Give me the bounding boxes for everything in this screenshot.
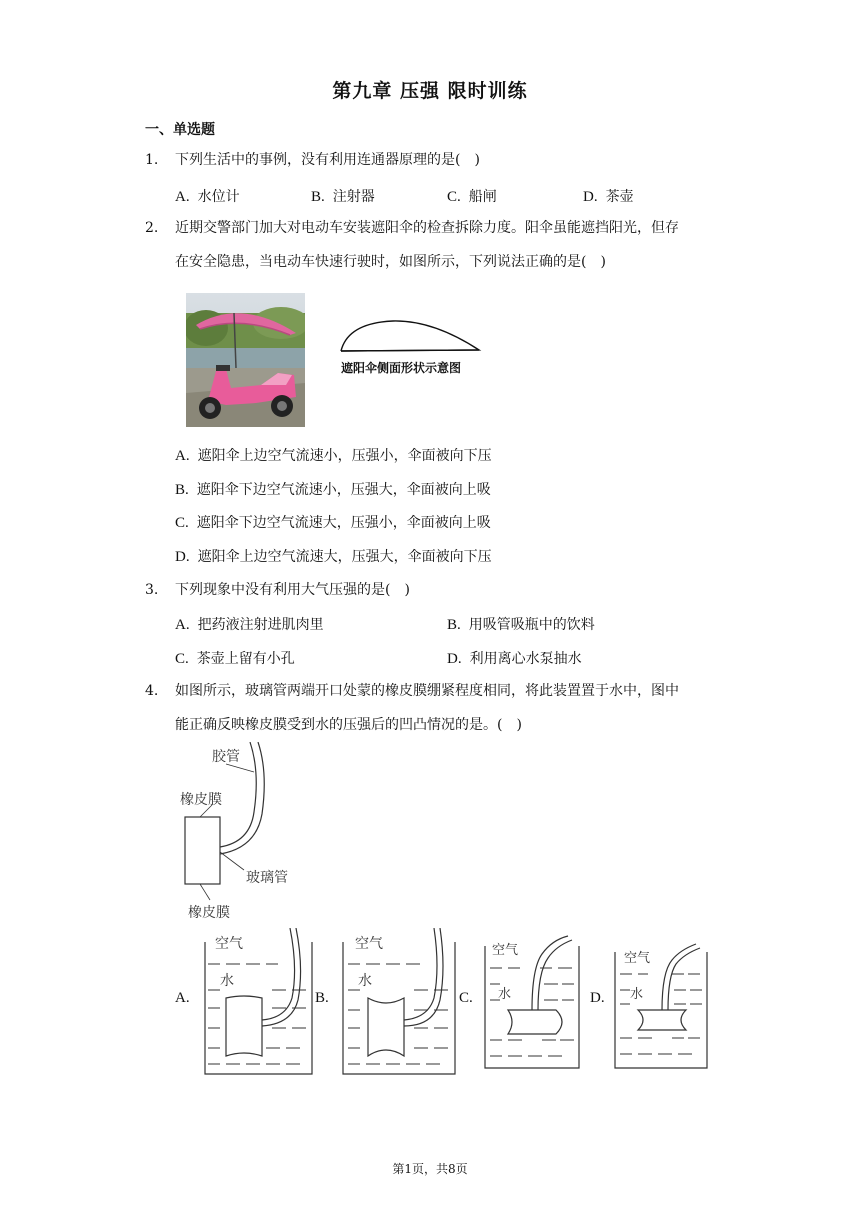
air-label: 空气 [492, 943, 519, 958]
question-4-text-line-1: 如图所示，玻璃管两端开口处蒙的橡皮膜绷紧程度相同，将此装置置于水中，图中 [175, 683, 679, 699]
option-key: D. [590, 990, 605, 1006]
option-key: B. [447, 617, 461, 633]
question-1-text: 下列生活中的事例，没有利用连通器原理的是( ) [175, 152, 480, 168]
question-3-text: 下列现象中没有利用大气压强的是( ) [175, 582, 410, 598]
option-key: A. [175, 448, 190, 464]
question-1-option-c[interactable] [447, 186, 497, 206]
option-key: C. [447, 189, 461, 205]
question-2-text-line-2: 在安全隐患，当电动车快速行驶时，如图所示，下列说法正确的是( ) [175, 254, 606, 270]
option-text: 把药液注射进肌肉里 [197, 617, 324, 633]
option-key: B. [315, 990, 329, 1006]
question-3-option-d[interactable] [447, 648, 582, 668]
question-3-option-b[interactable] [447, 614, 595, 634]
umbrella-side-shape-diagram [338, 317, 484, 357]
page-title: 第九章 压强 限时训练 [332, 80, 528, 102]
glass-tube-label: 玻璃管 [246, 870, 288, 886]
option-key: C. [175, 651, 189, 667]
question-3-option-a[interactable] [175, 614, 324, 634]
choice-a-diagram[interactable] [200, 928, 314, 1076]
option-text: 茶壶 [605, 189, 634, 205]
choice-c-diagram[interactable] [482, 928, 582, 1070]
question-2-option-d[interactable] [175, 546, 492, 566]
question-2-option-b[interactable] [175, 479, 491, 499]
question-2-number: 2. [145, 220, 159, 236]
question-2-option-a[interactable] [175, 445, 492, 465]
water-label: 水 [630, 987, 644, 1002]
water-label: 水 [358, 973, 372, 989]
question-4-number: 4. [145, 683, 159, 699]
question-1-option-a[interactable] [175, 186, 240, 206]
option-text: 遮阳伞下边空气流速小，压强大，伞面被向上吸 [196, 482, 491, 498]
option-text: 利用离心水泵抽水 [469, 651, 582, 667]
question-3-option-c[interactable] [175, 648, 295, 668]
question-1-option-b[interactable] [311, 186, 375, 206]
option-key: D. [447, 651, 462, 667]
air-label: 空气 [215, 936, 243, 952]
option-text: 注射器 [332, 189, 375, 205]
option-key: B. [175, 482, 189, 498]
choice-d-diagram[interactable] [612, 932, 710, 1070]
option-key: D. [583, 189, 598, 205]
option-text: 遮阳伞上边空气流速小，压强小，伞面被向下压 [197, 448, 492, 464]
glass-tube-apparatus-diagram [170, 742, 310, 924]
choice-b-diagram[interactable] [340, 928, 458, 1076]
section-heading: 一、单选题 [145, 122, 215, 138]
option-key: C. [459, 990, 473, 1006]
water-label: 水 [498, 987, 512, 1002]
question-3-number: 3. [145, 582, 159, 598]
question-4-option-a[interactable] [175, 990, 190, 1007]
option-text: 水位计 [197, 189, 240, 205]
question-2-text-line-1: 近期交警部门加大对电动车安装遮阳伞的检查拆除力度。阳伞虽能遮挡阳光，但存 [175, 220, 679, 236]
question-4-option-c[interactable] [459, 990, 473, 1007]
membrane-top-label: 橡皮膜 [180, 792, 222, 808]
question-4-option-d[interactable] [590, 990, 605, 1007]
option-text: 船闸 [468, 189, 497, 205]
option-key: A. [175, 189, 190, 205]
option-key: C. [175, 515, 189, 531]
question-4-text-line-2: 能正确反映橡皮膜受到水的压强后的凹凸情况的是。( ) [175, 717, 522, 733]
page-footer: 第1页，共8页 [392, 1162, 468, 1176]
air-label: 空气 [355, 936, 383, 952]
scooter-umbrella-photo [186, 293, 305, 427]
membrane-bottom-label: 橡皮膜 [188, 905, 230, 921]
hose-label: 胶管 [212, 749, 240, 765]
option-key: A. [175, 990, 190, 1006]
option-key: A. [175, 617, 190, 633]
air-label: 空气 [624, 951, 651, 966]
option-key: B. [311, 189, 325, 205]
option-key: D. [175, 549, 190, 565]
option-text: 遮阳伞上边空气流速大，压强大，伞面被向下压 [197, 549, 492, 565]
umbrella-figure-caption: 遮阳伞侧面形状示意图 [341, 361, 462, 375]
option-text: 用吸管吸瓶中的饮料 [468, 617, 595, 633]
question-2-option-c[interactable] [175, 512, 491, 532]
question-1-option-d[interactable] [583, 186, 634, 206]
question-1-number: 1. [145, 152, 159, 168]
option-text: 茶壶上留有小孔 [196, 651, 295, 667]
question-4-option-b[interactable] [315, 990, 329, 1007]
water-label: 水 [220, 973, 234, 989]
option-text: 遮阳伞下边空气流速大，压强小，伞面被向上吸 [196, 515, 491, 531]
